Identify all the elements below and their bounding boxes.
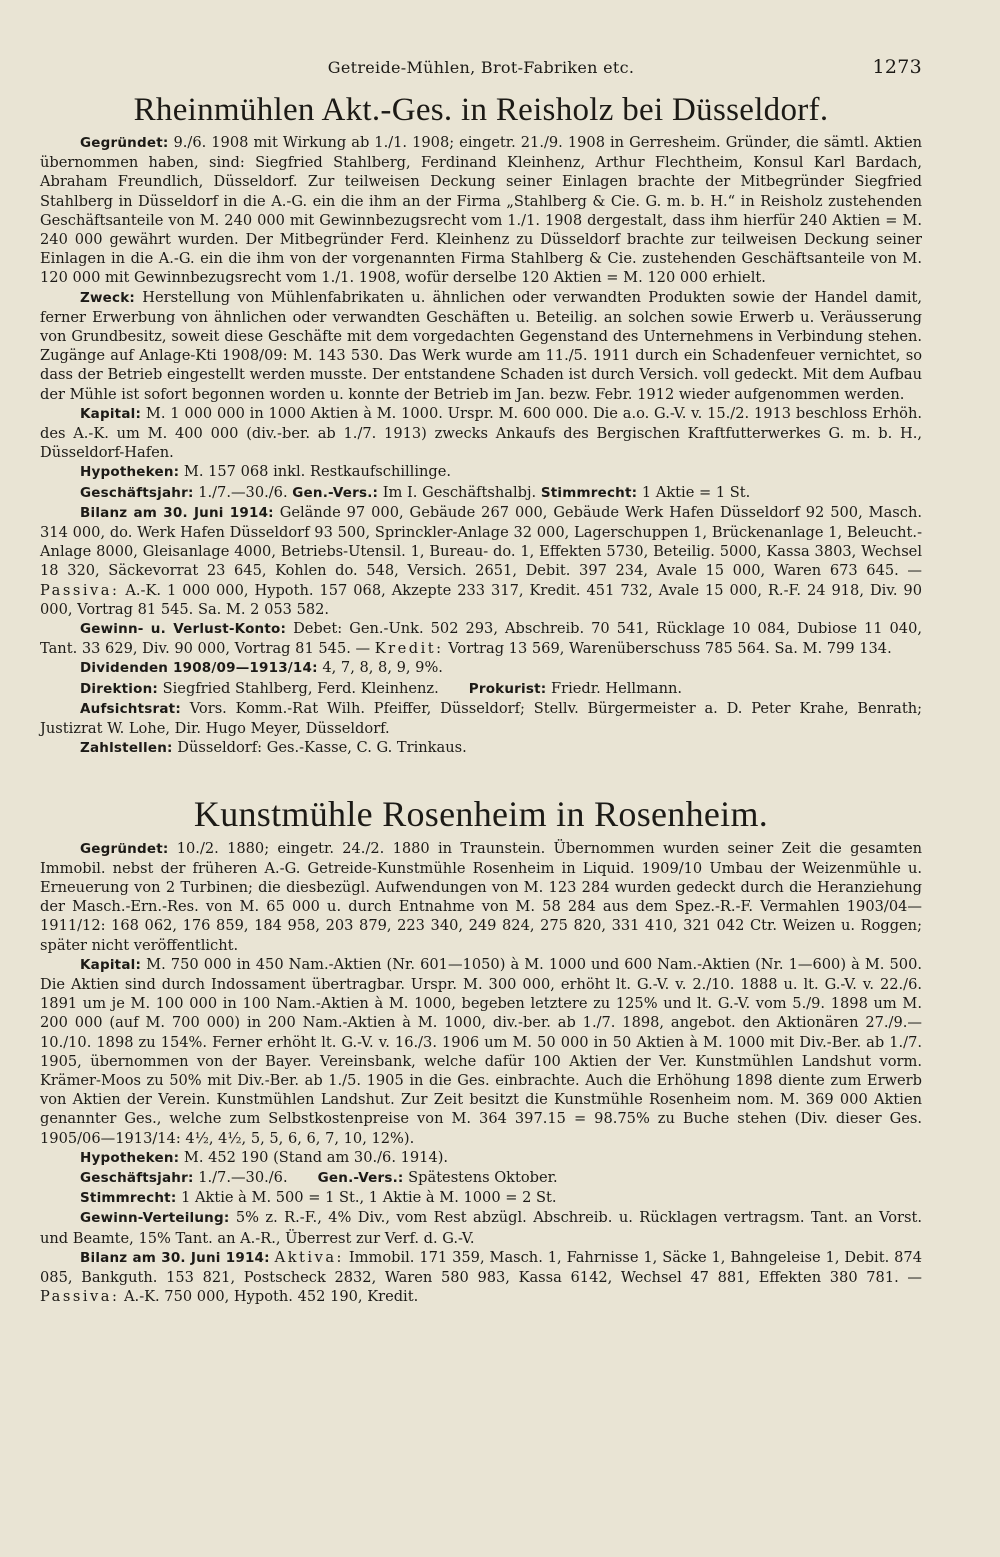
paragraph-hypotheken (40, 462, 922, 482)
text-genvers: Spätestens Oktober. (408, 1168, 558, 1186)
paragraph-stimmrecht (40, 1188, 922, 1208)
label-bilanz: Bilanz am 30. Juni 1914: (80, 1249, 270, 1266)
label-kredit: Kredit: (374, 640, 444, 658)
paragraph-bilanz (40, 503, 922, 619)
label-hypotheken: Hypotheken: (80, 464, 180, 481)
text-aktiva: Immobil. 171 359, Masch. 1, Fahrnisse 1, Säcke 1, Bahngeleise 1, Debit. 874 085, Bankguth. 153 821, Postscheck 2832, Waren 580 983, Kassa 6142, Wechsel 47 881, Effekten 380 781. — (40, 1248, 922, 1286)
label-gegruendet: Gegründet: (80, 840, 169, 857)
label-genvers: Gen.-Vers.: (317, 1169, 404, 1186)
text-stimmrecht: 1 Aktie à M. 500 = 1 St., 1 Aktie à M. 1000 = 2 St. (181, 1189, 557, 1207)
text-geschaeftsjahr: 1./7.—30./6. (198, 1168, 288, 1186)
text-passiva: A.-K. 1 000 000, Hypoth. 157 068, Akzepte 233 317, Kredit. 451 732, Avale 15 000, R.-F. 24 918, Div. 90 000, Vortrag 81 545. Sa. M. 2 053 582. (40, 581, 922, 618)
text-zahlstellen: Düsseldorf: Ges.-Kasse, C. G. Trinkaus. (177, 739, 467, 757)
paragraph-aufsichtsrat (40, 699, 922, 738)
label-geschaeftsjahr: Geschäftsjahr: (80, 1169, 194, 1186)
paragraph-geschaeftsjahr (40, 1168, 922, 1188)
label-gewinnverteilung: Gewinn-Verteilung: (80, 1210, 230, 1227)
label-stimmrecht: Stimmrecht: (540, 484, 638, 501)
paragraph-hypotheken (40, 1148, 922, 1168)
label-zweck: Zweck: (80, 289, 135, 306)
label-aktiva: Aktiva: (274, 1248, 344, 1266)
text-hypotheken: M. 452 190 (Stand am 30./6. 1914). (183, 1148, 449, 1166)
text-bilanz: Gelände 97 000, Gebäude 267 000, Gebäude Werk Hafen Düsseldorf 92 500, Masch. 314 000, do. Werk Hafen Düsseldorf 93 500, Sprinckler-Anlage 32 000, Lagerschuppen 1, Brückenanlage 1, Beleucht.-Anlage 8000, Gleisanlage 4000, Betriebs-Utensil. 1, Bureau- do. 1, Effekten 5730, Beteilig. 5000, Kassa 3803, Wechsel 18 320, Säckevorrat 23 645, Kohlen do. 548, Versich. 2651, Debit. 397 234, Avale 15 000, Waren 673 645. — (40, 503, 922, 580)
text-aufsichtsrat: Vors. Komm.-Rat Wilh. Pfeiffer, Düsseldorf; Stellv. Bürgermeister a. D. Peter Krahe, Benrath; Justizrat W. Lohe, Dir. Hugo Meyer, Düsseldorf. (40, 699, 923, 738)
company-title-rheinmuehlen: Rheinmühlen Akt.-Ges. in Reisholz bei Düsseldorf. (133, 92, 829, 128)
company-entry-kunstmuehle-rosenheim (40, 839, 922, 1307)
label-passiva: Passiva: (40, 581, 120, 599)
label-kapital: Kapital: (80, 405, 142, 422)
paragraph-gegruendet (40, 133, 922, 288)
paragraph-zahlstellen (40, 738, 922, 758)
label-stimmrecht: Stimmrecht: (80, 1190, 177, 1207)
text-genvers: Im I. Geschäftshalbj. (382, 483, 537, 501)
paragraph-gegruendet (40, 839, 922, 955)
label-debet: Debet: (293, 620, 343, 638)
label-aufsichtsrat: Aufsichtsrat: (80, 700, 181, 717)
text-gegruendet: 9./6. 1908 mit Wirkung ab 1./1. 1908; eingetr. 21./9. 1908 in Gerresheim. Gründer, die sämtl. Aktien übernommen haben, sind: Siegfried Stahlberg, Ferdinand Kleinhenz, Arthur Flechtheim, Konsul Karl Bardach, Abraham Freundlich, Düsseldorf. Zur teilweisen Deckung seiner Einlagen brachte der Mitbegründer Siegfried Stahlberg in Düsseldorf in die A.-G. ein die ihm an der Firma „Stahlberg & Cie. G. m. b. H.“ in Reisholz zustehenden Geschäftsanteile von M. 240 000 mit Gewinnbezugsrecht vom 1./1. 1908 dergestalt, dass ihm hierfür 240 Aktien = M. 240 000 gewährt wurden. Der Mitbegründer Ferd. Kleinhenz zu Düsseldorf brachte zur teilweisen Deckung seiner Einlagen in die A.-G. ein die ihm von der vorgenannten Firma Stahlberg & Cie. zustehenden Geschäftsanteile von M. 120 000 mit Gewinnbezugsrecht vom 1./1. 1908, wofür derselbe 120 Aktien = M. 120 000 erhielt. (40, 134, 922, 287)
label-gegruendet: Gegründet: (80, 135, 169, 151)
paragraph-dividenden (40, 658, 922, 678)
text-debet: Gen.-Unk. 502 293, Abschreib. 70 541, Rücklage 10 084, Dubiose 11 040, Tant. 33 629, Div. 90 000, Vortrag 81 545. — (40, 620, 923, 658)
text-hypotheken: M. 157 068 inkl. Restkaufschillinge. (183, 463, 452, 481)
paragraph-zweck (40, 288, 922, 404)
paragraph-gewinnverteilung (40, 1208, 922, 1247)
text-gewinnverteilung: 5% z. R.-F., 4% Div., vom Rest abzügl. Abschreib. u. Rücklagen vertragsm. Tant. an Vorst. und Beamte, 15% Tant. an A.-R., Überrest zur Verf. d. G.-V. (40, 1209, 922, 1247)
text-geschaeftsjahr: 1./7.—30./6. (198, 483, 288, 501)
paragraph-guv (40, 619, 922, 658)
label-passiva: Passiva: (40, 1288, 120, 1306)
company-title-kunstmuehle-rosenheim: Kunstmühle Rosenheim in Rosenheim. (193, 793, 769, 834)
label-kapital: Kapital: (80, 956, 142, 973)
label-bilanz: Bilanz am 30. Juni 1914: (80, 504, 274, 521)
label-hypotheken: Hypotheken: (80, 1149, 180, 1166)
label-genvers: Gen.-Vers.: (292, 484, 379, 501)
text-kapital: M. 750 000 in 450 Nam.-Aktien (Nr. 601—1050) à M. 1000 und 600 Nam.-Aktien (Nr. 1—600) à M. 500. Die Aktien sind durch Indossament übertragbar. Urspr. M. 300 000, erhöht lt. G.-V. v. 2./10. 1888 u. lt. G.-V. v. 22./6. 1891 um je M. 100 000 in 100 Nam.-Aktien à M. 1000, begeben letztere zu 125% und lt. G.-V. vom 5./9. 1898 um M. 200 000 (auf M. 700 000) in 200 Nam.-Aktien à M. 1000, div.-ber. ab 1./7. 1898, angebot. den Aktionären 27./9.—10./10. 1898 zu 154%. Ferner erhöht lt. G.-V. v. 16./3. 1906 um M. 50 000 in 50 Aktien à M. 1000 mit Div.-Ber. ab 1./7. 1905, übernommen von der Bayer. Vereinsbank, welche dafür 100 Aktien der Ver. Kunstmühlen Landshut vorm. Krämer-Moos zu 50% mit Div.-Ber. ab 1./5. 1905 in die Ges. einbrachte. Auch die Erhöhung 1898 diente zum Erwerb von Aktien der Verein. Kunstmühlen Landshut. Zur Zeit besitzt die Kunstmühle Rosenheim nom. M. 369 000 Aktien genannter Ges., welche zum Selbstkostenpreise von M. 364 397.15 = 98.75% zu Buche stehen (Div. dieser Ges. 1905/06—1913/14: 4½, 4½, 5, 5, 6, 6, 7, 10, 12%). (40, 955, 923, 1147)
label-guv: Gewinn- u. Verlust-Konto: (80, 621, 287, 638)
text-dividenden: 4, 7, 8, 8, 9, 9%. (322, 659, 443, 677)
paragraph-direktion (40, 679, 922, 699)
text-passiva: A.-K. 750 000, Hypoth. 452 190, Kredit. (124, 1288, 419, 1306)
label-direktion: Direktion: (80, 680, 158, 697)
text-stimmrecht: 1 Aktie = 1 St. (641, 483, 751, 501)
paragraph-kapital (40, 955, 922, 1148)
text-zweck: Herstellung von Mühlenfabrikaten u. ähnlichen oder verwandten Produkten sowie der Handel damit, ferner Erwerbung von ähnlichen oder verwandten Geschäften u. Beteilig. an solchen sowie Erwerb u. Veräusserung von Grundbesitz, soweit diese Geschäfte mit dem vorgedachten Gegenstand des Unternehmens in Verbindung stehen. Zugänge auf Anlage-Kti 1908/09: M. 143 530. Das Werk wurde am 11./5. 1911 durch ein Schadenfeuer vernichtet, so dass der Betrieb eingestellt werden musste. Der entstandene Schaden ist durch Versich. voll gedeckt. Mit dem Aufbau der Mühle ist sofort begonnen worden u. konnte der Betrieb im Jan. bezw. Febr. 1912 wieder aufgenommen werden. (40, 288, 922, 403)
running-title: Getreide-Mühlen, Brot-Fabriken etc. (327, 58, 635, 77)
paragraph-bilanz (40, 1248, 922, 1307)
label-zahlstellen: Zahlstellen: (80, 740, 173, 757)
label-dividenden: Dividenden 1908/09—1913/14: (80, 660, 318, 677)
text-direktion: Siegfried Stahlberg, Ferd. Kleinhenz. (162, 679, 439, 697)
text-kapital: M. 1 000 000 in 1000 Aktien à M. 1000. Urspr. M. 600 000. Die a.o. G.-V. v. 15./2. 1913 beschloss Erhöh. des A.-K. um M. 400 000 (div.-ber. ab 1./7. 1913) zwecks Ankaufs des Bergischen Kraftfutterwerkes G. m. b. H., Düsseldorf-Hafen. (40, 404, 923, 462)
label-prokurist: Prokurist: (468, 680, 547, 697)
running-header (40, 50, 922, 84)
paragraph-geschaeftsjahr (40, 483, 922, 503)
text-prokurist: Friedr. Hellmann. (550, 679, 683, 697)
company-entry-rheinmuehlen (40, 133, 922, 759)
text-gegruendet: 10./2. 1880; eingetr. 24./2. 1880 in Traunstein. Übernommen wurden seiner Zeit die gesamten Immobil. nebst der früheren A.-G. Getreide-Kunstmühle Rosenheim in Liquid. 1909/10 Umbau der Weizenmühle u. Erneuerung von 2 Turbinen; die diesbezügl. Aufwendungen von M. 123 284 wurden gedeckt durch die Heranziehung der Masch.-Ern.-Res. von M. 65 000 u. durch Entnahme von M. 58 284 aus dem Spez.-R.-F. Vermahlen 1903/04—1911/12: 168 062, 176 859, 184 958, 203 879, 223 340, 249 824, 275 820, 331 410, 321 042 Ctr. Weizen u. Roggen; später nicht veröffentlicht. (40, 839, 922, 954)
label-geschaeftsjahr: Geschäftsjahr: (80, 484, 194, 501)
page-number: 1273 (872, 56, 922, 78)
paragraph-kapital (40, 404, 922, 463)
text-kredit: Vortrag 13 569, Warenüberschuss 785 564. Sa. M. 799 134. (448, 640, 892, 658)
